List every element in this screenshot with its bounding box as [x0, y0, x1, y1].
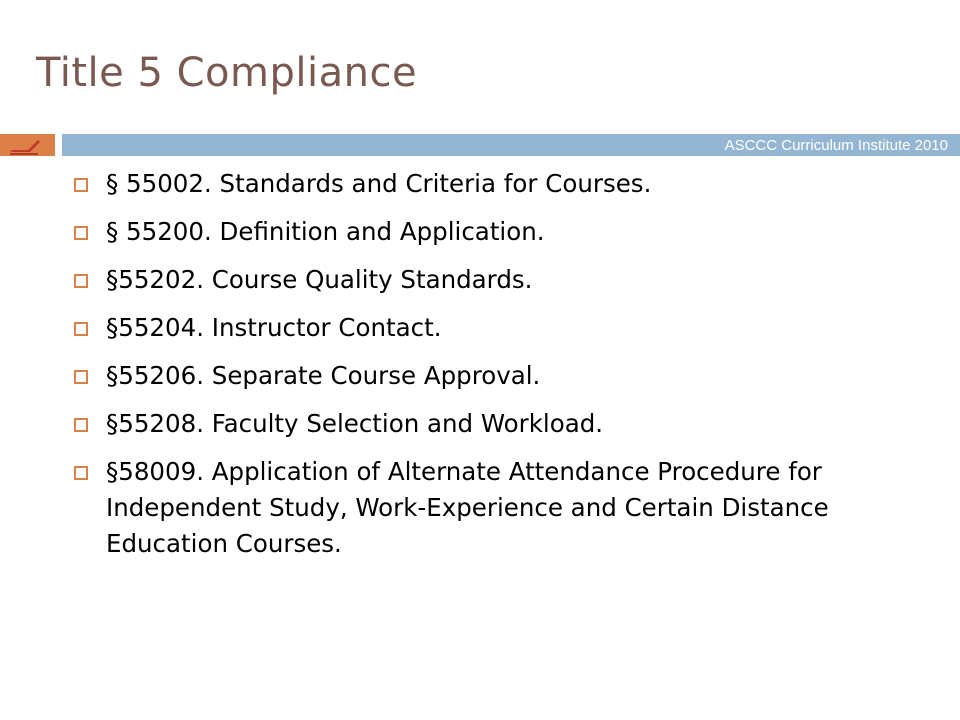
bullet-list: [74, 166, 934, 574]
square-bullet-icon: [74, 370, 88, 384]
list-item-text: §58009. Application of Alternate Attendance Procedure for Independent Study, Work-Experience and Certain Distance Education Courses.: [106, 457, 829, 558]
list-item-text: §55204. Instructor Contact.: [106, 313, 442, 342]
square-bullet-icon: [74, 274, 88, 288]
square-bullet-icon: [74, 466, 88, 480]
list-item-text: § 55002. Standards and Criteria for Courses.: [106, 169, 652, 198]
footer-label: ASCCC Curriculum Institute 2010: [724, 137, 948, 154]
list-item-text: §55206. Separate Course Approval.: [106, 361, 541, 390]
list-item-text: §55202. Course Quality Standards.: [106, 265, 533, 294]
list-item: [74, 310, 934, 346]
slide-title: Title 5 Compliance: [36, 50, 418, 96]
list-item: [74, 406, 934, 442]
list-item: [74, 358, 934, 394]
list-item: [74, 262, 934, 298]
square-bullet-icon: [74, 418, 88, 432]
list-item: [74, 166, 934, 202]
list-item: [74, 454, 934, 562]
square-bullet-icon: [74, 178, 88, 192]
list-item-text: § 55200. Definition and Application.: [106, 217, 545, 246]
list-item-text: §55208. Faculty Selection and Workload.: [106, 409, 604, 438]
square-bullet-icon: [74, 322, 88, 336]
orange-block-icon: [8, 134, 42, 158]
square-bullet-icon: [74, 226, 88, 240]
list-item: [74, 214, 934, 250]
